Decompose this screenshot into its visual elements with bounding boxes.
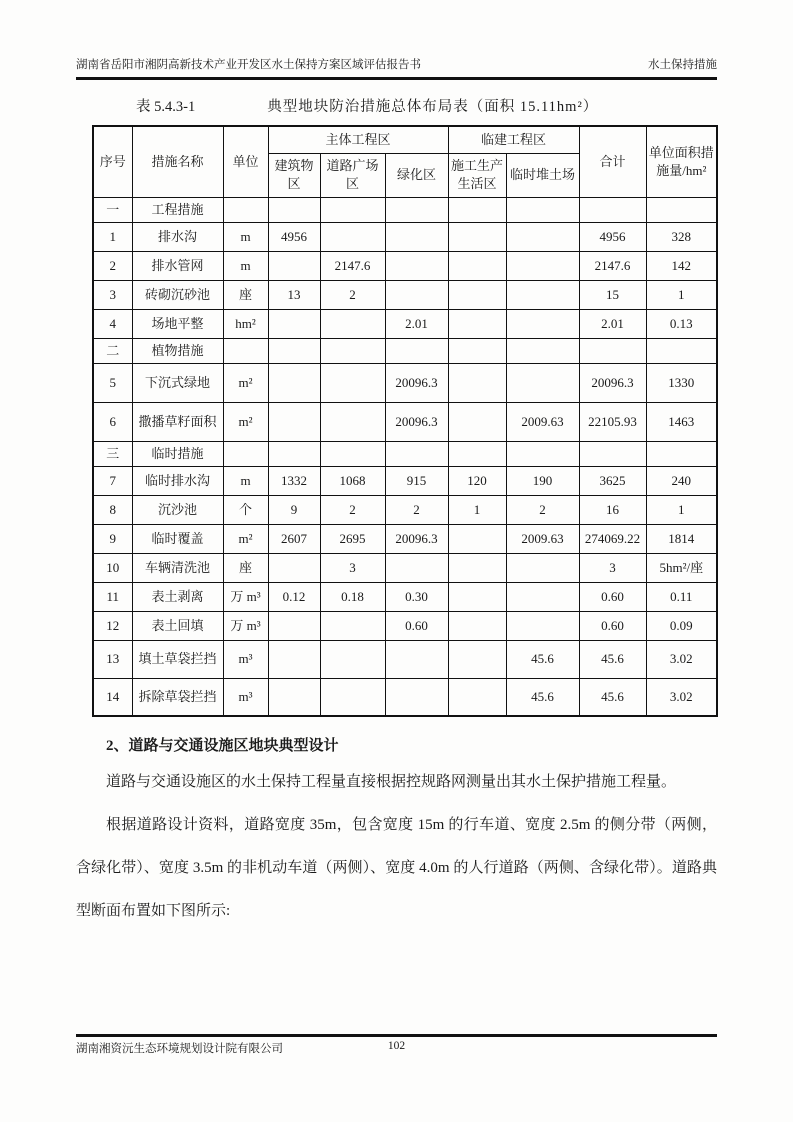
table-cell	[385, 280, 448, 309]
table-cell: 个	[223, 495, 268, 524]
table-cell: 20096.3	[579, 363, 646, 402]
table-cell	[506, 553, 579, 582]
table-cell	[579, 441, 646, 466]
table-cell: 2.01	[385, 309, 448, 338]
table-cell: 3.02	[646, 640, 717, 678]
table-row	[93, 222, 717, 251]
table-cell	[506, 441, 579, 466]
table-cell	[448, 611, 506, 640]
table-cell	[268, 338, 320, 363]
table-cell: 45.6	[506, 678, 579, 716]
table-row	[93, 466, 717, 495]
table-cell	[385, 678, 448, 716]
table-row	[93, 441, 717, 466]
table-cell: 填土草袋拦挡	[132, 640, 223, 678]
table-cell: 2695	[320, 524, 385, 553]
table-cell: 排水沟	[132, 222, 223, 251]
table-cell: 11	[93, 582, 132, 611]
table-cell: 植物措施	[132, 338, 223, 363]
table-cell	[223, 441, 268, 466]
table-cell: 4	[93, 309, 132, 338]
header-right-text: 水土保持措施	[648, 59, 717, 71]
col-header-index: 序号	[93, 126, 132, 197]
table-cell: m³	[223, 678, 268, 716]
table-cell: 2	[320, 495, 385, 524]
table-cell: 0.30	[385, 582, 448, 611]
table-cell	[448, 678, 506, 716]
table-row	[93, 338, 717, 363]
table-cell: 2.01	[579, 309, 646, 338]
table-cell: 座	[223, 553, 268, 582]
table-cell	[385, 251, 448, 280]
table-cell: m³	[223, 640, 268, 678]
table-cell: 1	[646, 495, 717, 524]
table-cell: 1	[93, 222, 132, 251]
col-header-building-zone: 建筑物区	[268, 153, 320, 197]
table-cell: 下沉式绿地	[132, 363, 223, 402]
table-cell: 20096.3	[385, 402, 448, 441]
table-cell	[385, 197, 448, 222]
table-cell: 240	[646, 466, 717, 495]
table-cell: 车辆清洗池	[132, 553, 223, 582]
table-cell	[320, 402, 385, 441]
table-cell: 场地平整	[132, 309, 223, 338]
table-cell: 13	[93, 640, 132, 678]
table-cell: 临时排水沟	[132, 466, 223, 495]
table-cell	[579, 338, 646, 363]
table-cell: 1	[448, 495, 506, 524]
table-cell: 沉沙池	[132, 495, 223, 524]
table-cell: 3	[579, 553, 646, 582]
table-cell: 2009.63	[506, 402, 579, 441]
table-cell: 一	[93, 197, 132, 222]
table-cell	[506, 363, 579, 402]
col-header-temp-soil-yard: 临时堆土场	[506, 153, 579, 197]
table-cell	[646, 338, 717, 363]
header-left-text: 湖南省岳阳市湘阴高新技术产业开发区水土保持方案区域评估报告书	[76, 59, 421, 71]
table-cell: 4956	[579, 222, 646, 251]
table-cell: m²	[223, 402, 268, 441]
table-cell: 1068	[320, 466, 385, 495]
table-cell: 2607	[268, 524, 320, 553]
table-cell: 190	[506, 466, 579, 495]
table-cell: 1814	[646, 524, 717, 553]
table-cell: 20096.3	[385, 363, 448, 402]
table-row	[93, 280, 717, 309]
table-cell: 0.18	[320, 582, 385, 611]
col-group-temp-works: 临建工程区	[448, 126, 579, 153]
table-cell	[268, 197, 320, 222]
table-cell	[506, 280, 579, 309]
table-cell: 1	[646, 280, 717, 309]
table-cell	[268, 309, 320, 338]
table-cell	[320, 611, 385, 640]
table-cell	[448, 441, 506, 466]
table-cell	[448, 222, 506, 251]
table-cell: 45.6	[579, 640, 646, 678]
table-cell	[268, 678, 320, 716]
table-row	[93, 640, 717, 678]
table-row	[93, 582, 717, 611]
table-cell: 142	[646, 251, 717, 280]
table-cell: 14	[93, 678, 132, 716]
table-cell	[448, 309, 506, 338]
table-cell	[506, 309, 579, 338]
table-cell: m	[223, 466, 268, 495]
table-cell	[320, 197, 385, 222]
table-cell: m²	[223, 363, 268, 402]
table-cell: 砖砌沉砂池	[132, 280, 223, 309]
col-header-green-zone: 绿化区	[385, 153, 448, 197]
table-cell	[268, 553, 320, 582]
table-cell: m	[223, 251, 268, 280]
table-cell	[385, 640, 448, 678]
table-cell: 45.6	[506, 640, 579, 678]
table-cell: 10	[93, 553, 132, 582]
table-cell: 1330	[646, 363, 717, 402]
header-rule	[76, 77, 717, 80]
table-cell	[385, 441, 448, 466]
table-cell: 5	[93, 363, 132, 402]
table-cell	[448, 363, 506, 402]
table-cell	[506, 338, 579, 363]
table-cell: 1463	[646, 402, 717, 441]
table-cell: 8	[93, 495, 132, 524]
table-cell: 0.12	[268, 582, 320, 611]
table-cell: hm²	[223, 309, 268, 338]
table-cell: 9	[268, 495, 320, 524]
table-row	[93, 495, 717, 524]
paragraph-2: 根据道路设计资料，道路宽度 35m，包含宽度 15m 的行车道、宽度 2.5m 的侧分带（两侧，含绿化带）、宽度 3.5m 的非机动车道（两侧）、宽度 4.0m 的人行道路（两侧、含绿化带）。道路典型断面布置如下图所示:	[76, 817, 717, 919]
table-cell	[448, 402, 506, 441]
table-cell: 临时覆盖	[132, 524, 223, 553]
paragraph-1: 道路与交通设施区的水土保持工程量直接根据控规路网测量出其水土保护措施工程量。	[106, 774, 677, 790]
table-cell: 2147.6	[579, 251, 646, 280]
table-row	[93, 309, 717, 338]
table-cell: 9	[93, 524, 132, 553]
measures-table-body	[93, 197, 717, 716]
table-cell: 0.11	[646, 582, 717, 611]
table-cell	[268, 640, 320, 678]
table-cell: 3625	[579, 466, 646, 495]
page-header	[76, 56, 717, 80]
table-cell: 2	[385, 495, 448, 524]
table-cell	[268, 441, 320, 466]
table-cell: 排水管网	[132, 251, 223, 280]
table-cell: 工程措施	[132, 197, 223, 222]
table-cell	[448, 338, 506, 363]
table-cell: 表土回填	[132, 611, 223, 640]
table-cell: 120	[448, 466, 506, 495]
table-cell: 274069.22	[579, 524, 646, 553]
col-header-per-area: 单位面积措施量/hm²	[646, 126, 717, 197]
table-cell: 22105.93	[579, 402, 646, 441]
table-cell	[385, 222, 448, 251]
table-cell: 三	[93, 441, 132, 466]
table-cell	[223, 197, 268, 222]
table-cell: 12	[93, 611, 132, 640]
table-cell: 撒播草籽面积	[132, 402, 223, 441]
section-heading: 2、道路与交通设施区地块典型设计	[106, 738, 339, 754]
table-cell	[320, 678, 385, 716]
table-cell: 0.13	[646, 309, 717, 338]
table-cell: 临时措施	[132, 441, 223, 466]
table-cell: 3	[320, 553, 385, 582]
caption-title: 典型地块防治措施总体布局表（面积 15.11hm²）	[267, 99, 599, 115]
table-cell: 0.60	[579, 582, 646, 611]
table-cell: 2009.63	[506, 524, 579, 553]
table-cell	[579, 197, 646, 222]
table-cell	[385, 553, 448, 582]
table-cell: 0.60	[385, 611, 448, 640]
table-cell	[268, 363, 320, 402]
table-cell	[506, 251, 579, 280]
table-cell: 45.6	[579, 678, 646, 716]
table-row	[93, 251, 717, 280]
table-cell	[320, 441, 385, 466]
table-caption	[76, 95, 717, 116]
table-cell: 二	[93, 338, 132, 363]
table-cell	[448, 582, 506, 611]
table-cell	[268, 402, 320, 441]
table-cell: 2	[320, 280, 385, 309]
col-header-measure-name: 措施名称	[132, 126, 223, 197]
table-cell	[448, 640, 506, 678]
table-cell: 7	[93, 466, 132, 495]
col-group-main-works: 主体工程区	[268, 126, 448, 153]
table-cell: 328	[646, 222, 717, 251]
table-row	[93, 553, 717, 582]
table-cell: 2	[506, 495, 579, 524]
table-cell: 表土剥离	[132, 582, 223, 611]
table-cell	[506, 582, 579, 611]
table-cell: 万 m³	[223, 611, 268, 640]
table-cell	[320, 338, 385, 363]
table-cell: 20096.3	[385, 524, 448, 553]
table-cell	[646, 197, 717, 222]
table-row	[93, 611, 717, 640]
table-cell: 2147.6	[320, 251, 385, 280]
table-cell: m²	[223, 524, 268, 553]
table-cell	[385, 338, 448, 363]
table-row	[93, 363, 717, 402]
table-cell	[320, 222, 385, 251]
table-cell	[506, 197, 579, 222]
footer-page-number: 102	[387, 1040, 406, 1052]
page-footer	[76, 1034, 717, 1058]
table-cell: 2	[93, 251, 132, 280]
table-row	[93, 402, 717, 441]
table-cell: 0.09	[646, 611, 717, 640]
table-cell	[448, 553, 506, 582]
table-cell	[448, 524, 506, 553]
col-header-construction-living-zone: 施工生产生活区	[448, 153, 506, 197]
col-header-road-square-zone: 道路广场区	[320, 153, 385, 197]
table-cell: 15	[579, 280, 646, 309]
table-cell	[448, 251, 506, 280]
table-cell	[448, 197, 506, 222]
table-cell	[320, 309, 385, 338]
table-cell	[320, 363, 385, 402]
table-cell: 拆除草袋拦挡	[132, 678, 223, 716]
table-cell: 0.60	[579, 611, 646, 640]
table-cell: 3.02	[646, 678, 717, 716]
table-cell: 16	[579, 495, 646, 524]
col-header-total: 合计	[579, 126, 646, 197]
table-row	[93, 524, 717, 553]
table-cell	[268, 611, 320, 640]
table-cell	[506, 222, 579, 251]
table-cell	[223, 338, 268, 363]
caption-label: 表 5.4.3-1	[136, 99, 196, 115]
table-cell	[448, 280, 506, 309]
footer-company: 湖南湘资沅生态环境规划设计院有限公司	[76, 1043, 283, 1055]
table-cell: 座	[223, 280, 268, 309]
table-cell: 1332	[268, 466, 320, 495]
table-cell	[268, 251, 320, 280]
table-row	[93, 197, 717, 222]
table-cell	[320, 640, 385, 678]
table-cell: 5hm²/座	[646, 553, 717, 582]
table-row	[93, 678, 717, 716]
table-cell	[646, 441, 717, 466]
table-cell: 915	[385, 466, 448, 495]
footer-rule	[76, 1034, 717, 1037]
table-cell: m	[223, 222, 268, 251]
table-cell: 3	[93, 280, 132, 309]
col-header-unit: 单位	[223, 126, 268, 197]
table-cell	[506, 611, 579, 640]
table-cell: 6	[93, 402, 132, 441]
table-cell: 4956	[268, 222, 320, 251]
measures-table	[92, 125, 718, 717]
table-cell: 万 m³	[223, 582, 268, 611]
table-cell: 13	[268, 280, 320, 309]
